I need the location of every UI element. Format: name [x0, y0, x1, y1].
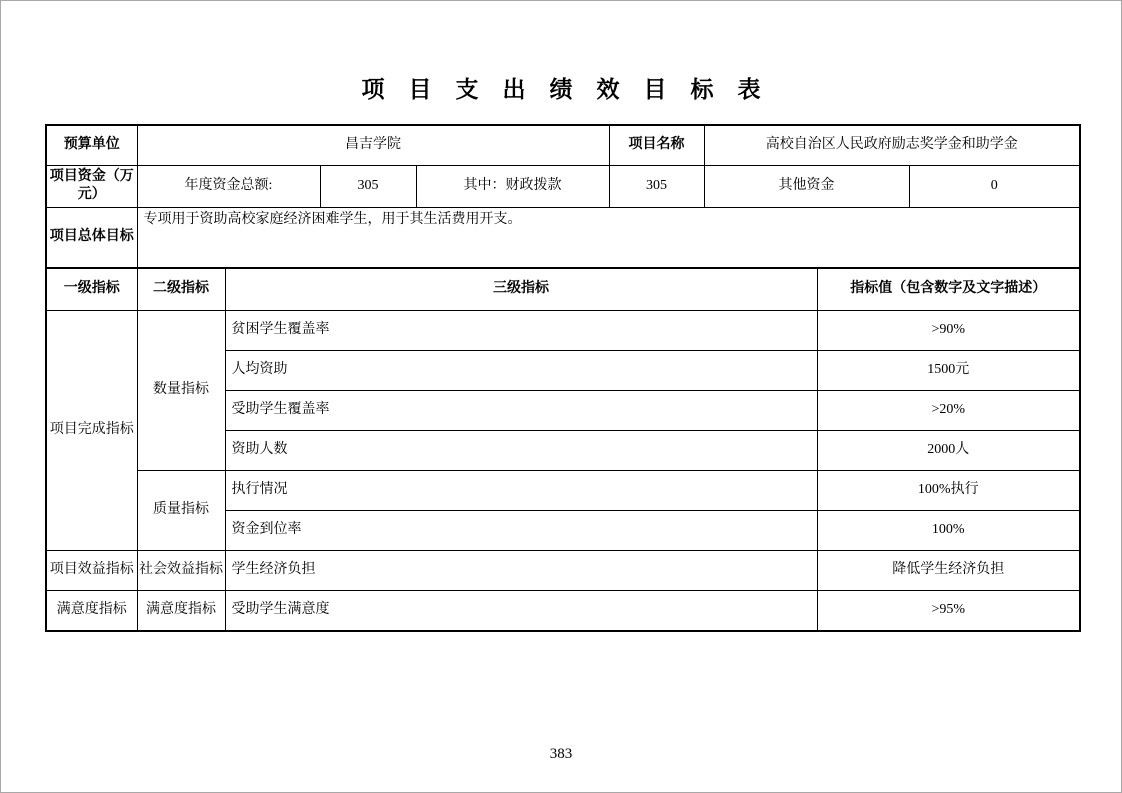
header-value: 指标值（包含数字及文字描述）: [817, 268, 1080, 311]
basic-info-table: [45, 124, 1081, 269]
overall-goal-value: 专项用于资助高校家庭经济困难学生，用于其生活费用开支。: [137, 208, 1080, 268]
fiscal-allocation-value: 305: [609, 165, 704, 208]
fiscal-allocation-label: 其中：财政拨款: [416, 165, 609, 208]
indicator-value: >20%: [817, 391, 1080, 431]
table-row: [46, 125, 1080, 165]
page-number: 383: [549, 746, 573, 762]
level2-quality: 质量指标: [137, 471, 225, 551]
project-name-label: 项目名称: [609, 125, 704, 165]
other-funds-label: 其他资金: [704, 165, 909, 208]
indicator-row: [46, 591, 1080, 631]
header-level1: 一级指标: [46, 268, 137, 311]
table-row: [46, 165, 1080, 208]
header-level2: 二级指标: [137, 268, 225, 311]
overall-goal-label: 项目总体目标: [46, 208, 137, 268]
indicator-value: 2000人: [817, 431, 1080, 471]
level2-social-benefit: 社会效益指标: [137, 551, 225, 591]
indicator-name: 受助学生覆盖率: [225, 391, 817, 431]
indicator-name: 人均资助: [225, 351, 817, 391]
project-funds-label: 项目资金（万元）: [46, 165, 137, 208]
indicator-value: >90%: [817, 311, 1080, 351]
indicator-value: 100%执行: [817, 471, 1080, 511]
annual-total-value: 305: [320, 165, 416, 208]
indicator-name: 受助学生满意度: [225, 591, 817, 631]
indicator-row: [46, 551, 1080, 591]
project-name-value: 高校自治区人民政府励志奖学金和助学金: [704, 125, 1080, 165]
indicator-row: [46, 311, 1080, 351]
indicator-row: [46, 471, 1080, 511]
table-row: [46, 208, 1080, 268]
level1-satisfaction: 满意度指标: [46, 591, 137, 631]
indicator-value: 100%: [817, 511, 1080, 551]
indicator-value: >95%: [817, 591, 1080, 631]
indicator-value: 降低学生经济负担: [817, 551, 1080, 591]
indicator-name: 资金到位率: [225, 511, 817, 551]
level2-satisfaction: 满意度指标: [137, 591, 225, 631]
indicator-table: [45, 267, 1081, 632]
level2-quantity: 数量指标: [137, 311, 225, 471]
budget-unit-value: 昌吉学院: [137, 125, 609, 165]
indicator-name: 学生经济负担: [225, 551, 817, 591]
table-area: [45, 124, 1079, 632]
budget-unit-label: 预算单位: [46, 125, 137, 165]
indicator-name: 贫困学生覆盖率: [225, 311, 817, 351]
indicator-value: 1500元: [817, 351, 1080, 391]
level1-benefit: 项目效益指标: [46, 551, 137, 591]
annual-total-label: 年度资金总额:: [137, 165, 320, 208]
page-title: 项目支出绩效目标表: [361, 77, 785, 102]
other-funds-value: 0: [909, 165, 1080, 208]
indicator-header-row: [46, 268, 1080, 311]
indicator-name: 执行情况: [225, 471, 817, 511]
header-level3: 三级指标: [225, 268, 817, 311]
level1-completion: 项目完成指标: [46, 311, 137, 551]
indicator-name: 资助人数: [225, 431, 817, 471]
